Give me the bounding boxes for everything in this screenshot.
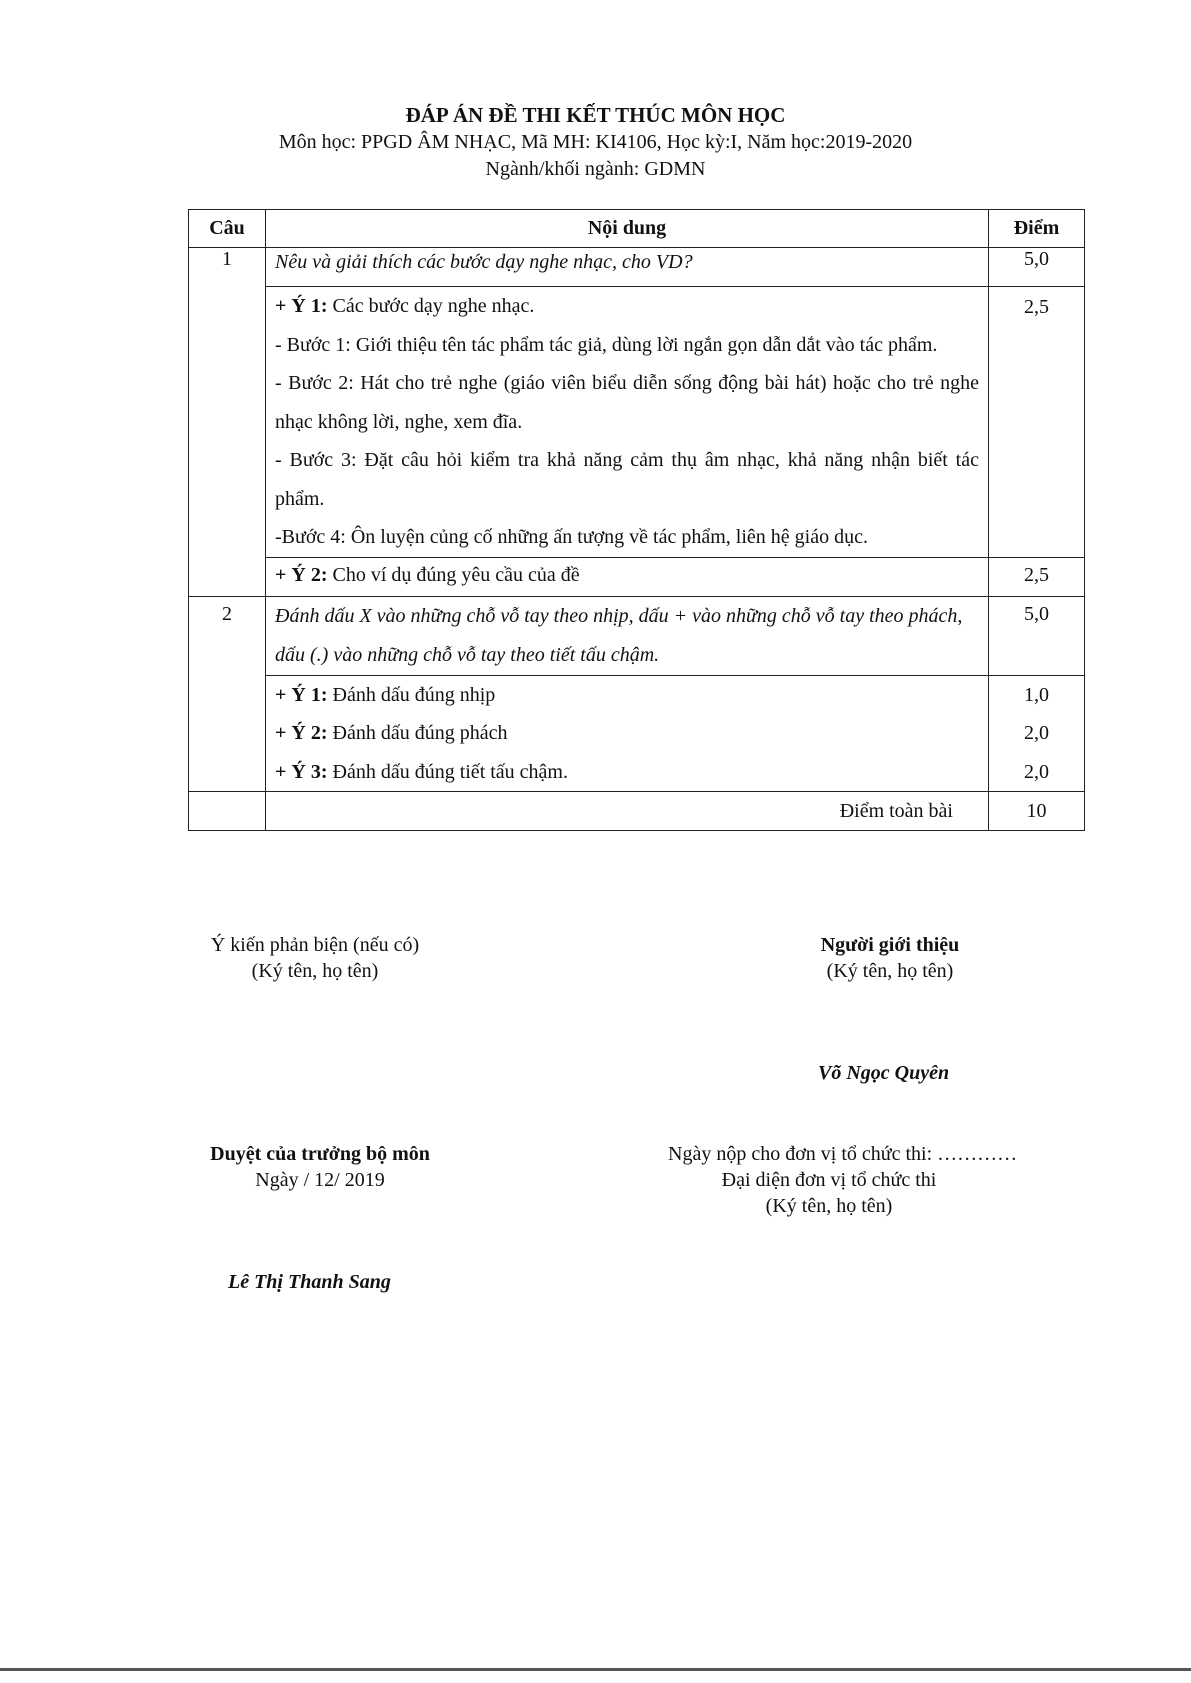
q1-step-1: - Bước 1: Giới thiệu tên tác phẩm tác giả, dùng lời ngắn gọn dẫn dắt vào tác phẩm. bbox=[275, 333, 938, 356]
total-row bbox=[189, 792, 1085, 831]
introducer-name: Võ Ngọc Quyên bbox=[818, 1062, 950, 1084]
header-score: Điểm bbox=[989, 210, 1085, 248]
org-rep: Đại diện đơn vị tổ chức thi bbox=[721, 1169, 937, 1191]
q1-y2-row bbox=[189, 557, 1085, 596]
q1-y1-row bbox=[189, 287, 1085, 558]
reviewer-sub: (Ký tên, họ tên) bbox=[251, 960, 379, 982]
q1-text: Nêu và giải thích các bước dạy nghe nhạc, cho VD? bbox=[266, 248, 989, 287]
total-empty-cell bbox=[189, 792, 266, 831]
q1-number: 1 bbox=[189, 248, 266, 597]
reviewer-block bbox=[196, 932, 434, 984]
q1-y1-label: + Ý 1: bbox=[275, 295, 328, 317]
major-line: Ngành/khối ngành: GDMN bbox=[485, 158, 706, 180]
q1-y1-score: 2,5 bbox=[989, 287, 1085, 558]
q2-item-3-text: Đánh dấu đúng tiết tấu chậm. bbox=[327, 760, 568, 783]
head-block bbox=[190, 1141, 450, 1193]
introducer-title: Người giới thiệu bbox=[820, 934, 960, 956]
q2-item-2 bbox=[275, 714, 979, 753]
q1-y2-text: Cho ví dụ đúng yêu cầu của đề bbox=[327, 563, 580, 586]
q2-item-2-label: + Ý 2: bbox=[275, 722, 328, 744]
q2-item-1-text: Đánh dấu đúng nhịp bbox=[327, 683, 496, 706]
org-block bbox=[668, 1141, 1068, 1219]
q1-y1-line bbox=[275, 287, 979, 326]
header-question: Câu bbox=[189, 210, 266, 248]
answer-table bbox=[188, 209, 1085, 831]
q1-y2-label: + Ý 2: bbox=[275, 563, 328, 586]
q1-step-4: -Bước 4: Ôn luyện củng cố những ấn tượng về tác phẩm, liên hệ giáo dục. bbox=[275, 526, 868, 548]
q2-item-1-label: + Ý 1: bbox=[275, 683, 328, 706]
q1-row bbox=[189, 248, 1085, 287]
q2-item-2-score: 2,0 bbox=[1024, 722, 1049, 744]
header-content: Nội dung bbox=[266, 210, 989, 248]
submit-line: Ngày nộp cho đơn vị tổ chức thi: ………… bbox=[668, 1143, 1018, 1165]
reviewer-title: Ý kiến phản biện (nếu có) bbox=[210, 934, 420, 956]
head-date: Ngày / 12/ 2019 bbox=[255, 1169, 385, 1191]
q1-y2-content bbox=[266, 557, 989, 596]
q2-item-2-text: Đánh dấu đúng phách bbox=[327, 722, 508, 744]
q1-step-2: - Bước 2: Hát cho trẻ nghe (giáo viên biểu diễn sống động bài hát) hoặc cho trẻ nghe nhạc không lời, nghe, xem đĩa. bbox=[275, 372, 979, 433]
q2-row bbox=[189, 596, 1085, 675]
q2-items-row bbox=[189, 675, 1085, 792]
q1-score: 5,0 bbox=[989, 248, 1085, 287]
document-title: ĐÁP ÁN ĐỀ THI KẾT THÚC MÔN HỌC bbox=[405, 103, 786, 127]
table-header-row bbox=[189, 210, 1085, 248]
q1-y1-text: Các bước dạy nghe nhạc. bbox=[327, 295, 535, 317]
q2-number: 2 bbox=[189, 596, 266, 792]
q2-item-scores bbox=[989, 675, 1085, 792]
q2-item-3 bbox=[275, 753, 979, 792]
q2-item-3-score: 2,0 bbox=[1024, 760, 1049, 783]
q1-y2-score: 2,5 bbox=[989, 557, 1085, 596]
q2-item-1-score: 1,0 bbox=[1024, 683, 1049, 706]
document-header bbox=[0, 102, 1191, 183]
q2-score: 5,0 bbox=[989, 596, 1085, 675]
q1-step-3: - Bước 3: Đặt câu hỏi kiểm tra khả năng cảm thụ âm nhạc, khả năng nhận biết tác phẩm. bbox=[275, 449, 979, 510]
introducer-sub: (Ký tên, họ tên) bbox=[826, 960, 954, 982]
head-title: Duyệt của trưởng bộ môn bbox=[210, 1143, 430, 1165]
head-name: Lê Thị Thanh Sang bbox=[228, 1271, 391, 1293]
scan-edge-line bbox=[0, 1668, 1191, 1671]
introducer-block bbox=[790, 932, 990, 984]
subject-line: Môn học: PPGD ÂM NHẠC, Mã MH: KI4106, Học kỳ:I, Năm học:2019-2020 bbox=[278, 131, 913, 153]
total-score: 10 bbox=[989, 792, 1085, 831]
org-sub: (Ký tên, họ tên) bbox=[765, 1195, 893, 1217]
q2-text: Đánh dấu X vào những chỗ vỗ tay theo nhịp, dấu + vào những chỗ vỗ tay theo phách, dấu (.) vào những chỗ vỗ tay theo tiết tấu chậm. bbox=[266, 596, 989, 675]
q1-y1-content bbox=[266, 287, 989, 558]
q2-item-1 bbox=[275, 676, 979, 715]
q2-items bbox=[266, 675, 989, 792]
q2-item-3-label: + Ý 3: bbox=[275, 760, 328, 783]
total-label: Điểm toàn bài bbox=[266, 792, 989, 831]
